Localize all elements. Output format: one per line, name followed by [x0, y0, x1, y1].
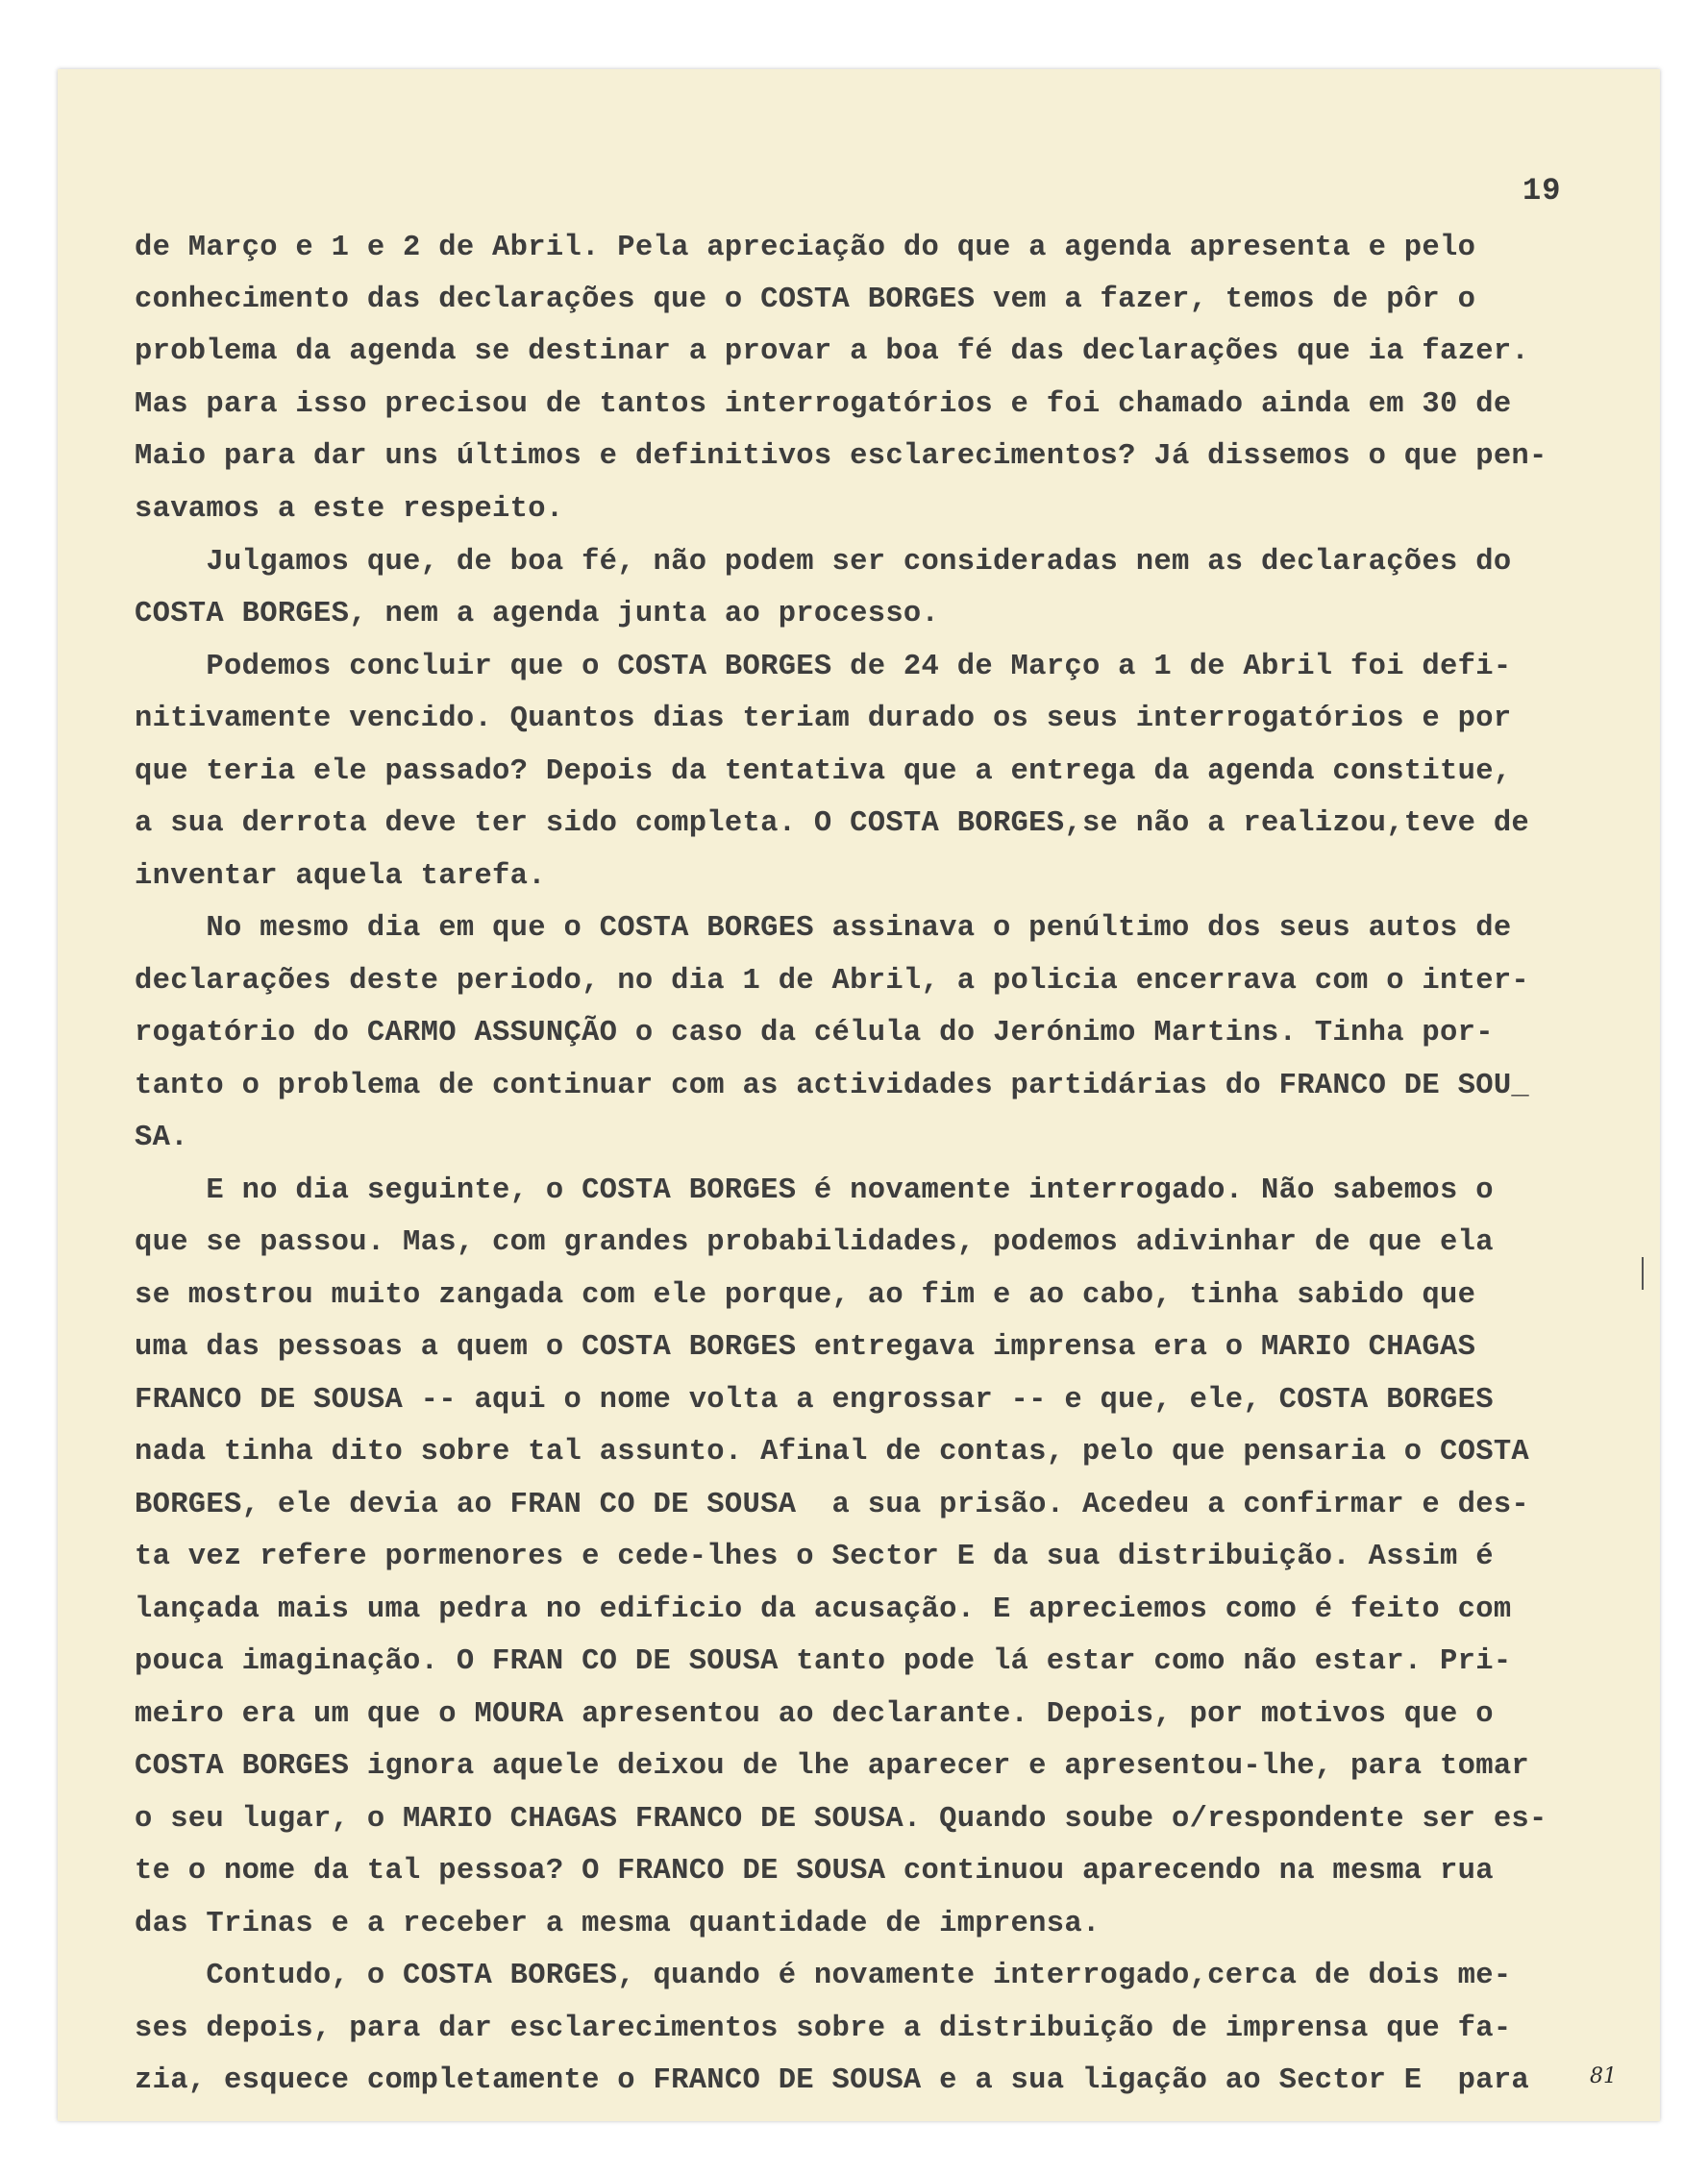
text-line: Mas para isso precisou de tantos interrogatórios e foi chamado ainda em 30 de: [135, 388, 1512, 421]
text-line: uma das pessoas a quem o COSTA BORGES entregava imprensa era o MARIO CHAGAS: [135, 1331, 1476, 1364]
text-line: zia, esquece completamente o FRANCO DE SOUSA e a sua ligação ao Sector E para: [135, 2064, 1530, 2097]
text-line: Maio para dar uns últimos e definitivos esclarecimentos? Já dissemos o que pen-: [135, 440, 1547, 473]
handwritten-folio-number: 81: [1590, 2064, 1617, 2088]
text-line: Contudo, o COSTA BORGES, quando é novamente interrogado,cerca de dois me-: [135, 1960, 1512, 1992]
text-line: declarações deste periodo, no dia 1 de Abril, a policia encerrava com o inter-: [135, 965, 1530, 998]
text-line: que teria ele passado? Depois da tentativa que a entrega da agenda constitue,: [135, 755, 1512, 788]
text-line: nada tinha dito sobre tal assunto. Afinal de contas, pelo que pensaria o COSTA: [135, 1436, 1530, 1469]
text-line: nitivamente vencido. Quantos dias teriam durado os seus interrogatórios e por: [135, 703, 1512, 735]
text-line: inventar aquela tarefa.: [135, 860, 546, 893]
text-line: tanto o problema de continuar com as actividades partidárias do FRANCO DE SOU_: [135, 1070, 1530, 1102]
text-line: SA.: [135, 1122, 188, 1154]
text-line: COSTA BORGES ignora aquele deixou de lhe aparecer e apresentou-lhe, para tomar: [135, 1750, 1530, 1783]
text-line: savamos a este respeito.: [135, 493, 564, 526]
text-line: pouca imaginação. O FRAN CO DE SOUSA tanto pode lá estar como não estar. Pri-: [135, 1645, 1512, 1678]
text-line: BORGES, ele devia ao FRAN CO DE SOUSA a sua prisão. Acedeu a confirmar e des-: [135, 1489, 1530, 1521]
text-line: Julgamos que, de boa fé, não podem ser consideradas nem as declarações do: [135, 546, 1512, 579]
page-number: 19: [1522, 173, 1562, 209]
text-line: ses depois, para dar esclarecimentos sobre a distribuição de imprensa que fa-: [135, 2012, 1512, 2045]
text-line: lançada mais uma pedra no edificio da acusação. E apreciemos como é feito com: [135, 1593, 1512, 1626]
text-line: a sua derrota deve ter sido completa. O COSTA BORGES,se não a realizou,teve de: [135, 807, 1530, 840]
text-line: de Março e 1 e 2 de Abril. Pela apreciação do que a agenda apresenta e pelo: [135, 232, 1476, 264]
text-line: meiro era um que o MOURA apresentou ao declarante. Depois, por motivos que o: [135, 1698, 1494, 1731]
text-line: que se passou. Mas, com grandes probabilidades, podemos adivinhar de que ela: [135, 1226, 1494, 1259]
text-line: te o nome da tal pessoa? O FRANCO DE SOUSA continuou aparecendo na mesma rua: [135, 1855, 1494, 1888]
text-line: E no dia seguinte, o COSTA BORGES é novamente interrogado. Não sabemos o: [135, 1174, 1494, 1207]
text-line: conhecimento das declarações que o COSTA BORGES vem a fazer, temos de pôr o: [135, 284, 1476, 316]
text-line: das Trinas e a receber a mesma quantidade de imprensa.: [135, 1908, 1101, 1940]
text-line: COSTA BORGES, nem a agenda junta ao processo.: [135, 598, 940, 630]
text-line: rogatório do CARMO ASSUNÇÃO o caso da célula do Jerónimo Martins. Tinha por-: [135, 1017, 1494, 1049]
text-line: ta vez refere pormenores e cede-lhes o Sector E da sua distribuição. Assim é: [135, 1541, 1494, 1573]
text-line: No mesmo dia em que o COSTA BORGES assinava o penúltimo dos seus autos de: [135, 912, 1512, 945]
text-line: o seu lugar, o MARIO CHAGAS FRANCO DE SOUSA. Quando soube o/respondente ser es-: [135, 1803, 1547, 1836]
text-line: problema da agenda se destinar a provar a boa fé das declarações que ia fazer.: [135, 335, 1530, 368]
text-line: se mostrou muito zangada com ele porque, ao fim e ao cabo, tinha sabido que: [135, 1279, 1476, 1312]
text-line: Podemos concluir que o COSTA BORGES de 24 de Março a 1 de Abril foi defi-: [135, 651, 1512, 683]
text-line: FRANCO DE SOUSA -- aqui o nome volta a engrossar -- e que, ele, COSTA BORGES: [135, 1384, 1494, 1417]
margin-mark: [1642, 1257, 1644, 1290]
